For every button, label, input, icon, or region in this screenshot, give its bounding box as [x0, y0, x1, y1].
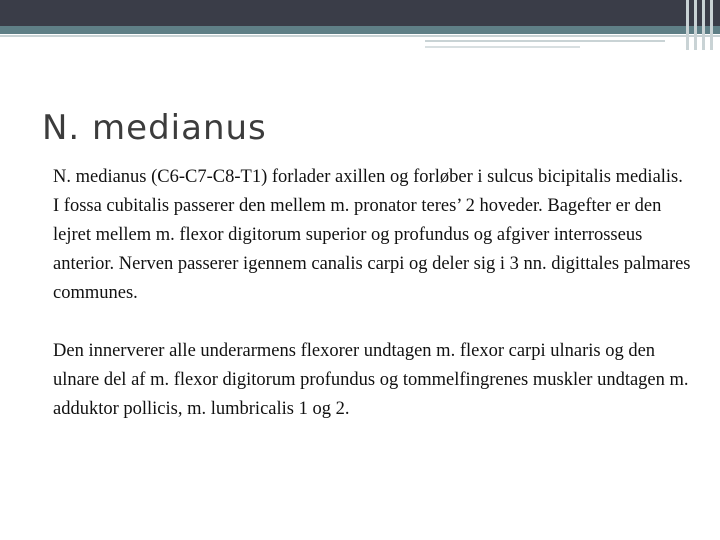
body-paragraph: N. medianus (C6-C7-C8-T1) forlader axillen og forløber i sulcus bicipitalis medialis. I fossa cubitalis passerer den mellem m. pronator teres’ 2 hoveder. Bagefter er den lejret mellem m. flexor digitorum superior og profundus og afgiver interrosseus anterior. Nerven passerer igennem canalis carpi og deler sig i 3 nn. digittales palmares communes. [53, 167, 691, 303]
vertical-line [710, 0, 713, 50]
slide-title: N. medianus [42, 108, 267, 148]
header-band [0, 0, 720, 26]
vertical-line [686, 0, 689, 50]
vertical-line [702, 0, 705, 50]
header-divider [0, 35, 720, 37]
header-strip [0, 26, 720, 34]
header-accent-line-short [425, 46, 580, 48]
vertical-line [694, 0, 697, 50]
slide-body [53, 163, 693, 424]
body-paragraph: Den innerverer alle underarmens flexorer undtagen m. flexor carpi ulnaris og den ulnare del af m. flexor digitorum profundus og tommelfingrenes muskler undtagen m. adduktor pollicis, m. lumbricalis 1 og 2. [53, 341, 689, 419]
header-accent-line [425, 40, 665, 42]
header-vertical-lines [680, 0, 720, 50]
